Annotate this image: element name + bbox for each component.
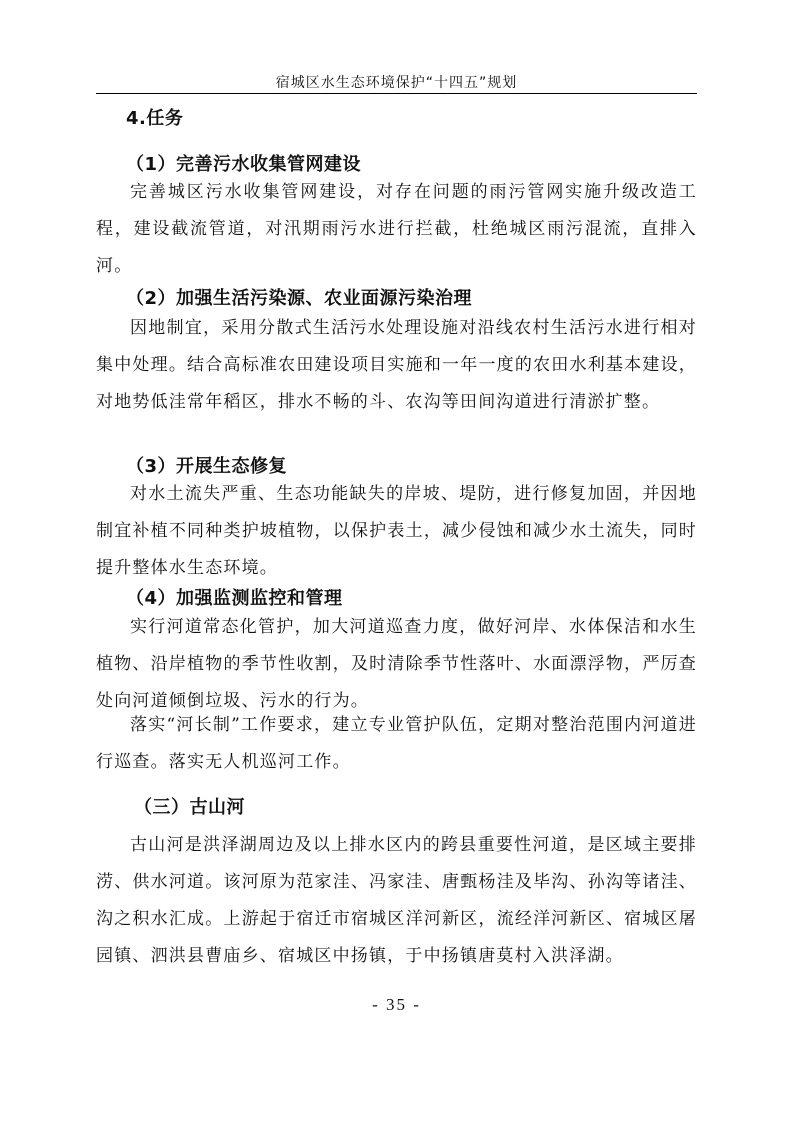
section-title: （三）古山河	[134, 797, 245, 818]
item-3-title: （3）开展生态修复	[126, 456, 288, 477]
section-paragraph: 古山河是洪泽湖周边及以上排水区内的跨县重要性河道，是区域主要排涝、供水河道。该河原为范家洼、冯家洼、唐甄杨洼及毕沟、孙沟等诸洼、沟之积水汇成。上游起于宿迁市宿城区洋河新区，流经洋河新区、宿城区屠园镇、泗洪县曹庙乡、宿城区中扬镇，于中扬镇唐莫村入洪泽湖。	[96, 835, 697, 966]
header-divider	[96, 93, 697, 94]
item-2-title: （2）加强生活污染源、农业面源污染治理	[126, 288, 473, 309]
task-heading: 4.任务	[126, 108, 184, 129]
item-1-paragraph: 完善城区污水收集管网建设，对存在问题的雨污管网实施升级改造工程，建设截流管道，对汛期雨污水进行拦截，杜绝城区雨污混流，直排入河。	[96, 182, 697, 276]
item-4-title: （4）加强监测监控和管理	[126, 588, 343, 609]
item-1-title: （1）完善污水收集管网建设	[126, 154, 362, 175]
item-4-paragraph-2: 落实“河长制”工作要求，建立专业管护队伍，定期对整治范围内河道进行巡查。落实无人机巡河工作。	[96, 715, 697, 772]
item-3-paragraph: 对水土流失严重、生态功能缺失的岸坡、堤防，进行修复加固，并因地制宜补植不同种类护坡植物，以保护表土，减少侵蚀和减少水土流失，同时提升整体水生态环境。	[96, 484, 697, 578]
item-2-paragraph: 因地制宜，采用分散式生活污水处理设施对沿线农村生活污水进行相对集中处理。结合高标准农田建设项目实施和一年一度的农田水利基本建设，对地势低洼常年稻区，排水不畅的斗、农沟等田间沟道进行清淤扩整。	[96, 318, 697, 412]
item-4-paragraph-1: 实行河道常态化管护，加大河道巡查力度，做好河岸、水体保洁和水生植物、沿岸植物的季节性收割，及时清除季节性落叶、水面漂浮物，严厉查处向河道倾倒垃圾、污水的行为。	[96, 617, 697, 711]
running-header: 宿城区水生态环境保护“十四五”规划	[275, 75, 518, 91]
page-number: - 35 -	[372, 995, 421, 1014]
